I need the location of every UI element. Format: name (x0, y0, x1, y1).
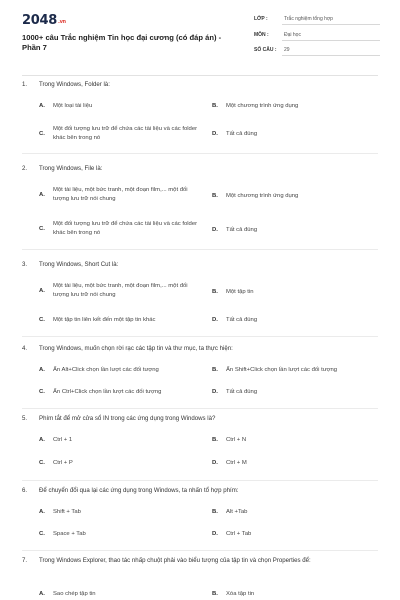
question-text: Trong Windows, Short Cut là: (39, 261, 119, 268)
meta-question-count: SỐ CÂU : 29 (254, 44, 380, 56)
document-title: 1000+ câu Trắc nghiệm Tin học đại cương (có đáp án) - Phần 7 (22, 33, 222, 52)
question-text: Trong Windows, File là: (39, 165, 103, 172)
document-header (0, 0, 400, 72)
meta-class: LỚP : Trắc nghiệm tổng hợp (254, 13, 380, 25)
question-text: Trong Windows Explorer, thao tác nhấp chuột phải vào biểu tượng của tập tin và chọn Properties để: (39, 557, 311, 564)
site-logo[interactable]: $2048^{.vn}$ (22, 13, 66, 28)
question-text: Để chuyển đổi qua lại các ứng dụng trong Windows, ta nhấn tổ hợp phím: (39, 487, 239, 494)
question-text: Trong Windows, Folder là: (39, 81, 110, 88)
meta-subject: MÔN : Đại học (254, 29, 380, 41)
question-text: Trong Windows, muốn chọn rời rạc các tập tin và thư mục, ta thực hiện: (39, 345, 233, 352)
header-divider (22, 75, 378, 76)
question-text: Phím tắt để mở cửa sổ IN trong các ứng dụng trong Windows là? (39, 415, 216, 422)
